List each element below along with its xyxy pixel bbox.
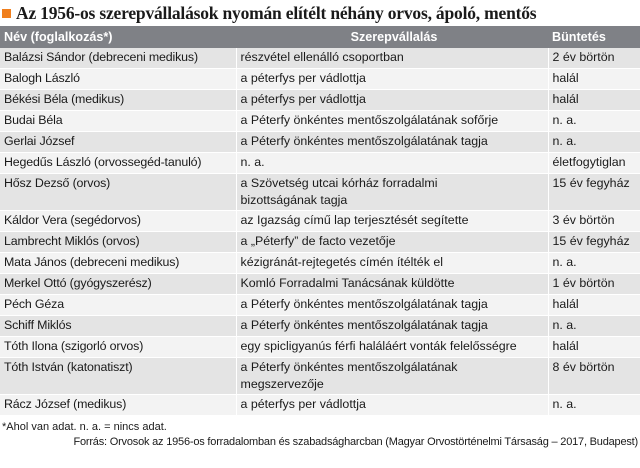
cell-name: Balázsi Sándor (debreceni medikus) xyxy=(0,48,236,69)
title-bar xyxy=(0,0,640,26)
cell-role: a Szövetség utcai kórház forradalmi bizottságának tagja xyxy=(236,174,548,211)
cell-sentence: n. a. xyxy=(548,316,640,337)
table-row xyxy=(0,358,640,395)
header-name: Név (foglalkozás*) xyxy=(0,26,236,48)
cell-sentence: halál xyxy=(548,295,640,316)
cell-name: Hegedűs László (orvossegéd-tanuló) xyxy=(0,153,236,174)
cell-name: Tóth István (katonatiszt) xyxy=(0,358,236,395)
cell-name: Hősz Dezső (orvos) xyxy=(0,174,236,211)
cell-role: a péterfys per vádlottja xyxy=(236,69,548,90)
cell-role: a péterfys per vádlottja xyxy=(236,90,548,111)
table-row xyxy=(0,316,640,337)
cell-sentence: 2 év börtön xyxy=(548,48,640,69)
table-row xyxy=(0,232,640,253)
cell-sentence: 8 év börtön xyxy=(548,358,640,395)
convictions-table xyxy=(0,26,640,416)
cell-sentence: 15 év fegyház xyxy=(548,232,640,253)
cell-name: Péch Géza xyxy=(0,295,236,316)
table-row xyxy=(0,337,640,358)
cell-name: Balogh László xyxy=(0,69,236,90)
cell-name: Békési Béla (medikus) xyxy=(0,90,236,111)
cell-role: részvétel ellenálló csoportban xyxy=(236,48,548,69)
cell-name: Káldor Vera (segédorvos) xyxy=(0,211,236,232)
cell-role: egy spicligyanús férfi haláláért vonták felelősségre xyxy=(236,337,548,358)
cell-role: a Péterfy önkéntes mentőszolgálatának sofőrje xyxy=(236,111,548,132)
footnote: *Ahol van adat. n. a. = nincs adat. xyxy=(2,421,167,433)
table-row xyxy=(0,295,640,316)
cell-name: Merkel Ottó (gyógyszerész) xyxy=(0,274,236,295)
table-row xyxy=(0,174,640,211)
cell-role: a Péterfy önkéntes mentőszolgálatának tagja xyxy=(236,132,548,153)
orange-square-icon xyxy=(2,9,11,18)
cell-sentence: halál xyxy=(548,337,640,358)
cell-name: Gerlai József xyxy=(0,132,236,153)
cell-sentence: n. a. xyxy=(548,253,640,274)
cell-name: Rácz József (medikus) xyxy=(0,395,236,416)
table-row xyxy=(0,69,640,90)
table-row xyxy=(0,111,640,132)
cell-name: Schiff Miklós xyxy=(0,316,236,337)
table-row xyxy=(0,153,640,174)
cell-sentence: n. a. xyxy=(548,111,640,132)
cell-sentence: életfogytiglan xyxy=(548,153,640,174)
cell-name: Mata János (debreceni medikus) xyxy=(0,253,236,274)
cell-role: kézigránát-rejtegetés címén ítélték el xyxy=(236,253,548,274)
cell-sentence: 1 év börtön xyxy=(548,274,640,295)
cell-name: Lambrecht Miklós (orvos) xyxy=(0,232,236,253)
cell-role: n. a. xyxy=(236,153,548,174)
cell-sentence: halál xyxy=(548,90,640,111)
table-row xyxy=(0,253,640,274)
table-row xyxy=(0,90,640,111)
cell-sentence: n. a. xyxy=(548,395,640,416)
header-role: Szerepvállalás xyxy=(236,26,548,48)
header-row xyxy=(0,26,640,48)
page-title: Az 1956-os szerepvállalások nyomán elítélt néhány orvos, ápoló, mentős xyxy=(16,2,537,23)
cell-sentence: halál xyxy=(548,69,640,90)
cell-role: Komló Forradalmi Tanácsának küldötte xyxy=(236,274,548,295)
table-row xyxy=(0,395,640,416)
cell-name: Budai Béla xyxy=(0,111,236,132)
cell-sentence: 3 év börtön xyxy=(548,211,640,232)
cell-role: a péterfys per vádlottja xyxy=(236,395,548,416)
table-row xyxy=(0,132,640,153)
table-row xyxy=(0,211,640,232)
cell-name: Tóth Ilona (szigorló orvos) xyxy=(0,337,236,358)
cell-role: a „Péterfy” de facto vezetője xyxy=(236,232,548,253)
cell-role: a Péterfy önkéntes mentőszolgálatának megszervezője xyxy=(236,358,548,395)
cell-role: az Igazság című lap terjesztését segítette xyxy=(236,211,548,232)
cell-sentence: 15 év fegyház xyxy=(548,174,640,211)
header-sentence: Büntetés xyxy=(548,26,640,48)
source-note: Forrás: Orvosok az 1956-os forradalomban és szabadságharcban (Magyar Orvostörténelmi Társaság – 2017, Budapest) xyxy=(73,436,638,448)
table-row xyxy=(0,274,640,295)
footer xyxy=(0,420,640,450)
cell-sentence: n. a. xyxy=(548,132,640,153)
cell-role: a Péterfy önkéntes mentőszolgálatának tagja xyxy=(236,295,548,316)
table-row xyxy=(0,48,640,69)
cell-role: a Péterfy önkéntes mentőszolgálatának tagja xyxy=(236,316,548,337)
